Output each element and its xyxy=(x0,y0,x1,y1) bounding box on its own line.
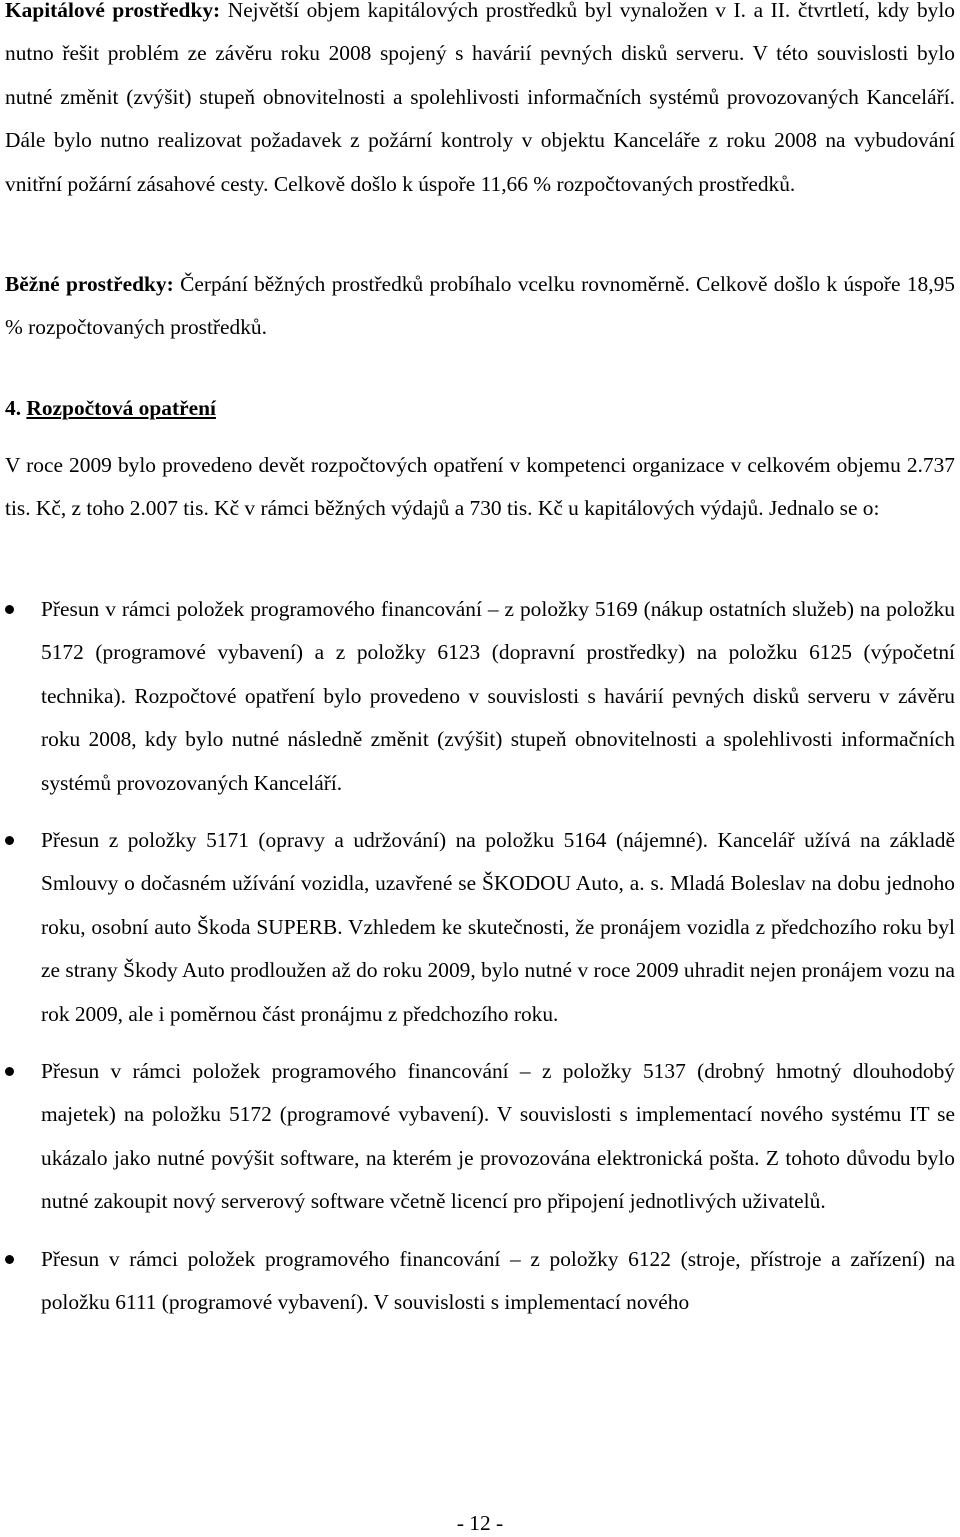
current-funds-text: Čerpání běžných prostředků probíhalo vcelku rovnoměrně. Celkově došlo k úspoře 18,95 % rozpočtovaných prostředků. xyxy=(5,272,955,340)
section-intro: V roce 2009 bylo provedeno devět rozpočtových opatření v kompetenci organizace v celkovém objemu 2.737 tis. Kč, z toho 2.007 tis. Kč v rámci běžných výdajů a 730 tis. Kč u kapitálových výdajů. Jednalo se o: xyxy=(5,453,955,521)
bullet-icon xyxy=(5,605,14,614)
list-item-text: Přesun z položky 5171 (opravy a udržování) na položku 5164 (nájemné). Kancelář užívá na základě Smlouvy o dočasném užívání vozidla, uzavřené se ŠKODOU Auto, a. s. Mladá Boleslav na dobu jednoho roku, osobní auto Škoda SUPERB. Vzhledem ke skutečnosti, že pronájem vozidla z předchozího roku byl ze strany Škody Auto prodloužen až do roku 2009, bylo nutné v roce 2009 uhradit nejen pronájem vozu na rok 2009, ale i poměrnou část pronájmu z předchozího roku. xyxy=(41,828,955,1026)
capital-funds-label: Kapitálové prostředky: xyxy=(5,0,221,22)
bullet-icon xyxy=(5,836,14,845)
section-heading xyxy=(5,387,216,430)
current-funds-label: Běžné prostředky: xyxy=(5,272,174,296)
list-item-text: Přesun v rámci položek programového financování – z položky 5169 (nákup ostatních služeb) na položku 5172 (programové vybavení) a z položky 6123 (dopravní prostředky) na položku 6125 (výpočetní technika). Rozpočtové opatření bylo provedeno v souvislosti s havárií pevných disků serveru v závěru roku 2008, kdy bylo nutné následně změnit (zvýšit) stupeň obnovitelnosti a spolehlivosti informačních systémů provozovaných Kanceláří. xyxy=(41,597,955,795)
bullet-icon xyxy=(5,1067,14,1076)
list-item-text: Přesun v rámci položek programového financování – z položky 5137 (drobný hmotný dlouhodobý majetek) na položku 5172 (programové vybavení). V souvislosti s implementací nového systému IT se ukázalo jako nutné povýšit software, na kterém je provozována elektronická pošta. Z tohoto důvodu bylo nutné zakoupit nový serverový software včetně licencí pro připojení jednotlivých uživatelů. xyxy=(41,1059,955,1214)
list-item xyxy=(5,819,955,1036)
list-item xyxy=(5,1238,955,1325)
section-number: 4. xyxy=(5,396,22,420)
page-number: - 12 - xyxy=(456,1511,504,1535)
bullet-icon xyxy=(5,1255,14,1264)
capital-funds-text: Největší objem kapitálových prostředků byl vynaložen v I. a II. čtvrtletí, kdy bylo nutno řešit problém ze závěru roku 2008 spojený s havárií pevných disků serveru. V této souvislosti bylo nutné změnit (zvýšit) stupeň obnovitelnosti a spolehlivosti informačních systémů provozovaných Kanceláří. Dále bylo nutno realizovat požadavek z požární kontroly v objektu Kanceláře z roku 2008 na vybudování vnitřní požární zásahové cesty. Celkově došlo k úspoře 11,66 % rozpočtovaných prostředků. xyxy=(5,0,955,196)
section-title: Rozpočtová opatření xyxy=(26,396,216,420)
list-item xyxy=(5,1050,955,1224)
list-item xyxy=(5,588,955,805)
paragraph-current-funds xyxy=(5,263,955,350)
paragraph-capital-funds xyxy=(5,0,955,206)
list-item-text: Přesun v rámci položek programového financování – z položky 6122 (stroje, přístroje a zařízení) na položku 6111 (programové vybavení). V souvislosti s implementací nového xyxy=(41,1246,955,1315)
budget-measures-list xyxy=(5,588,955,1339)
